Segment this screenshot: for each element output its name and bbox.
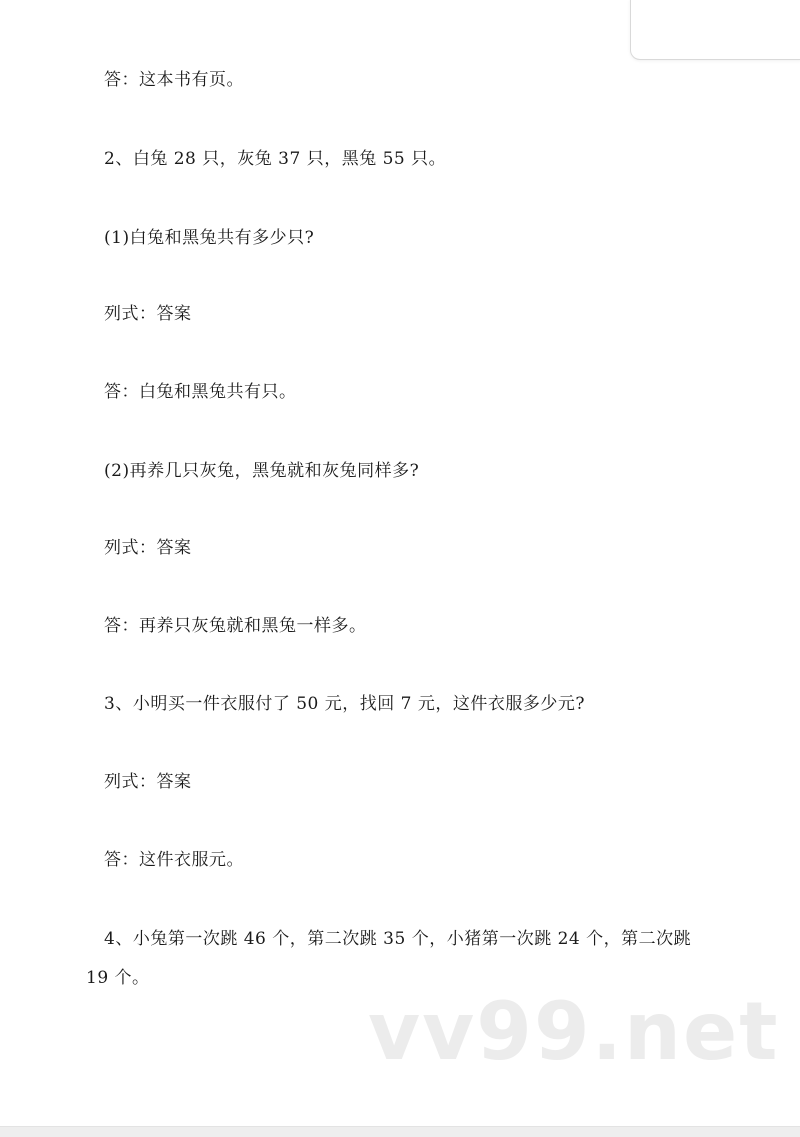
text-line-answer-3: 答：这件衣服元。 [104, 850, 244, 870]
text-line-question-2-1: (1)白兔和黑兔共有多少只? [104, 228, 315, 248]
text-line-question-4: 4、小兔第一次跳 46 个，第二次跳 35 个，小猪第一次跳 24 个，第二次跳 [104, 929, 692, 949]
text-line-formula-3: 列式：答案 [104, 772, 192, 792]
text-line-answer-book-pages: 答：这本书有页。 [104, 70, 244, 90]
text-line-answer-2-1: 答：白兔和黑兔共有只。 [104, 382, 297, 402]
corner-card [630, 0, 800, 60]
text-line-question-2-2: (2)再养几只灰兔，黑兔就和灰兔同样多? [104, 461, 420, 481]
site-watermark: vv99.net [368, 985, 780, 1078]
text-line-formula-1: 列式：答案 [104, 304, 192, 324]
text-line-formula-2: 列式：答案 [104, 538, 192, 558]
text-line-question-4-cont: 19 个。 [86, 968, 150, 988]
text-line-answer-2-2: 答：再养只灰兔就和黑兔一样多。 [104, 616, 367, 636]
bottom-bar [0, 1126, 800, 1137]
text-line-question-3: 3、小明买一件衣服付了 50 元，找回 7 元，这件衣服多少元? [104, 694, 585, 714]
text-line-question-2: 2、白兔 28 只，灰兔 37 只，黑兔 55 只。 [104, 149, 447, 169]
